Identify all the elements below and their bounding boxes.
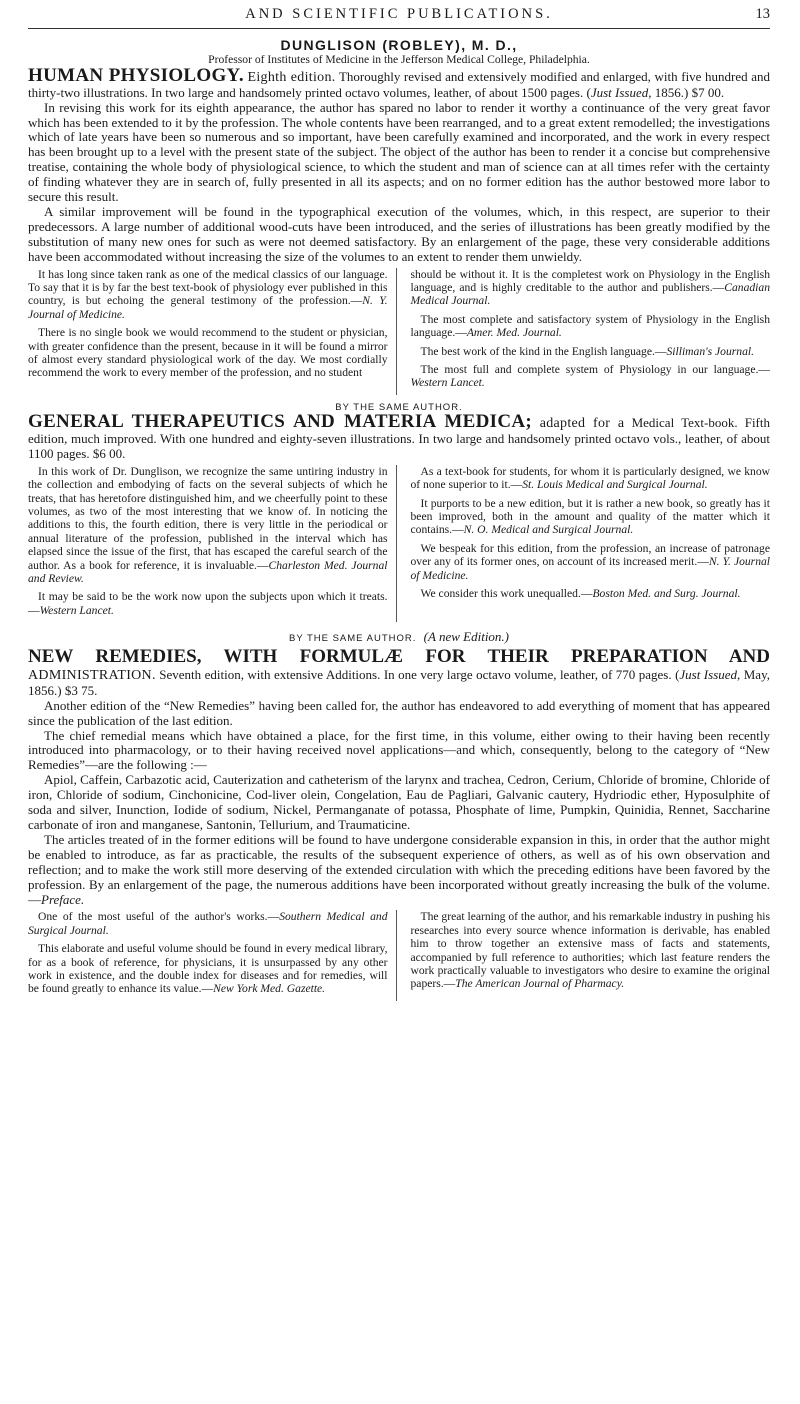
review: The best work of the kind in the English language.—Silliman's Journal.	[420, 344, 755, 358]
book2-title: GENERAL THERAPEUTICS AND MATERIA MEDICA;	[28, 410, 533, 432]
running-title: AND SCIENTIFIC PUBLICATIONS.	[245, 6, 553, 22]
new-edition-label: (A new Edition.)	[423, 629, 510, 645]
book3-issued: Just Issued,	[679, 667, 741, 683]
review: There is no single book we would recommend to the student or physician, with greater confidence than the present, because in it will be found a mirror of almost every standard physiological work of the day. We most cordially recommend the work to every member of the profession, and no student	[28, 326, 388, 380]
book3-title-cont: ADMINISTRATION.	[28, 668, 156, 684]
author-affiliation: Professor of Institutes of Medicine in the Jefferson Medical College, Philadelphia.	[208, 53, 590, 66]
book3-title: NEW REMEDIES, WITH FORMULÆ FOR THEIR PREPARATION AND	[28, 646, 770, 668]
book3-list: Apiol, Caffein, Carbazotic acid, Cauterization and catheterism of the larynx and trachea, Cedron, Cerium, Chloride of bromine, Chloride of iron, Chloride of sodium, Cinchonicine, Cod-liver olein, Congelation, Eau de Pagliari, Galvanic cautery, Hydriodic ether, Hyposulphite of soda and silver, Inunction, Iodide of sodium, Nickel, Permanganate of potassa, Phosphate of lime, Pumpkin, Quinidia, Rennet, Saccharine carbonate of iron and manganese, Santonin, Tellurium, and Traumaticine.	[28, 772, 770, 833]
author-name: DUNGLISON (ROBLEY), M. D.,	[280, 37, 518, 53]
review: As a text-book for students, for whom it is particularly designed, we know of none superior to it.—St. Louis Medical and Surgical Journal.	[410, 464, 770, 492]
running-header	[28, 0, 770, 28]
review: In this work of Dr. Dunglison, we recognize the same untiring industry in the collection and embodying of facts on the several subjects of which he treats, that has heretofore distinguished him, and we cheerfully point to these volumes, as two of the most interesting that we know of. In noticing the additions to this, the fourth edition, there is very little in the periodical or annual literature of the profession, published in the interval which has elapsed since the issue of the first, that has escaped the careful search of the author. As a book for reference, it is invaluable.—Charleston Med. Journal and Review.	[28, 464, 388, 585]
book1-para1: In revising this work for its eighth appearance, the author has spared no labor to render it worthy a continuance of the very great favor which has been extended to it by the profession. The whole contents have been rearranged, and to a great extent remodelled; the investigations which of late years have been so numerous and so important, have been carefully examined and incorporated, and the work in every respect has been brought up to a level with the present state of the subject. The object of the author has been to render it a concise but comprehensive treatise, containing the whole body of physiological science, to which the student and man of science can at all times refer with the certainty of finding whatever they are in search of, fully presented in all its aspects; and on no former edition has the author bestowed more labor to secure this result.	[28, 99, 770, 205]
book3-reviews-right	[411, 910, 771, 1000]
book1-reviews-right	[411, 268, 771, 395]
book3-details-b: May, 1856.) $3 75.	[28, 667, 770, 699]
book3-details-a: Seventh edition, with extensive Additions. In one very large octavo volume, leather, of 770 pages. (	[155, 667, 680, 683]
by-same-author: BY THE SAME AUTHOR.	[335, 401, 463, 413]
review: We consider this work unequalled.—Boston Med. and Surg. Journal.	[420, 586, 741, 600]
review: One of the most useful of the author's works.—Southern Medical and Surgical Journal.	[28, 910, 388, 937]
book2-lead: adapted for a	[532, 415, 625, 431]
review: This elaborate and useful volume should be found in every medical library, for as a book of reference, for physicians, it is unsurpassed by any other work in existence, and the double index for diseases and for remedies, will be found greatly to enhance its value.—New York Med. Gazette.	[28, 942, 388, 996]
review: It has long since taken rank as one of the medical classics of our language. To say that it is by far the best text-book of physiology ever published in this country, is but echoing the general testimony of the profession.—N. Y. Journal of Medicine.	[28, 267, 388, 321]
book1-para2: A similar improvement will be found in the typographical execution of the volumes, which, in this respect, are superior to their predecessors. A large number of additional wood-cuts have been introduced, and the series of illustrations has been greatly modified by the substitution of many new ones for such as were not deemed satisfactory. By an enlargement of the page, these very considerable additions have been accommodated without increasing the size of the volumes to an extent to render them unwieldy.	[28, 203, 770, 264]
page-number: 13	[755, 6, 770, 22]
book1-details-b: 1856.) $7 00.	[651, 85, 725, 101]
review: It may be said to be the work now upon the subjects upon which it treats.—Western Lancet.	[28, 590, 388, 617]
book3-para2: The chief remedial means which have obtained a place, for the first time, in this volume, either owing to their having been recently introduced into pharmacology, or to their having received novel applications—and which, consequently, belong to the category of “New Remedies”—are the following :—	[28, 727, 770, 773]
review: should be without it. It is the completest work on Physiology in the English language, and is highly creditable to the author and publishers.—Canadian Medical Journal.	[410, 267, 770, 308]
by-same-author: BY THE SAME AUTHOR. (A new Edition.)	[288, 629, 510, 645]
book2-reviews-right	[411, 465, 771, 622]
page	[28, 0, 770, 1001]
book3-entry	[28, 646, 770, 699]
book2-entry	[28, 410, 770, 462]
book2-reviews-left	[28, 465, 397, 622]
book1-entry	[28, 65, 771, 101]
header-rule	[28, 28, 770, 29]
book3-para3: The articles treated of in the former editions will be found to have undergone considerable expansion in this, in order that the author might be enabled to introduce, as far as practicable, the results of the subsequent experience of others, as well as of his own observation and reflection; and to make the work still more deserving of the extended circulation with which the preceding editions have been favored by the profession. By an enlargement of the page, the numerous additions have been incorporated without greatly increasing the bulk of the volume.—Preface.	[28, 831, 770, 907]
book1-edition: Eighth edition.	[247, 70, 336, 85]
book2-details: Medical Text-book. Fifth edition, much improved. With one hundred and eighty-seven illustrations. In two large and handsomely printed octavo vols., leather, of about 1100 pages. $6 00.	[28, 414, 770, 462]
review: The great learning of the author, and his remarkable industry in pushing his researches into every source whence information is derivable, has enabled him to throw together an extensive mass of facts and statements, accompanied by full reference to authorities; which last feature renders the work practically valuable to investigators who desire to examine the original papers.—The American Journal of Pharmacy.	[410, 910, 771, 991]
book1-details-a: Thoroughly revised and extensively modified and enlarged, with five hundred and thirty-two illustrations. In two large and handsomely printed octavo volumes, leather, of about 1500 pages. (	[28, 69, 771, 101]
book1-title: HUMAN PHYSIOLOGY.	[28, 65, 244, 86]
book1-issued: Just Issued,	[590, 85, 652, 101]
book2-reviews	[28, 465, 770, 622]
review: The most full and complete system of Physiology in our language.—Western Lancet.	[410, 363, 770, 390]
book1-reviews	[28, 268, 770, 395]
review: We bespeak for this edition, from the profession, an increase of patronage over any of its former ones, on account of its increased merit.—N. Y. Journal of Medicine.	[410, 541, 771, 582]
review: It purports to be a new edition, but it is rather a new book, so greatly has it been improved, both in the amount and quality of the matter which it contains.—N. O. Medical and Surgical Journal.	[410, 496, 770, 537]
book1-reviews-left	[28, 268, 397, 395]
book3-reviews	[28, 910, 770, 1000]
review: The most complete and satisfactory system of Physiology in the English language.—Amer. Med. Journal.	[410, 312, 770, 340]
book3-para1: Another edition of the “New Remedies” having been called for, the author has endeavored to add everything of moment that has appeared since the publication of the last edition.	[28, 697, 770, 728]
book3-reviews-left	[28, 910, 397, 1000]
